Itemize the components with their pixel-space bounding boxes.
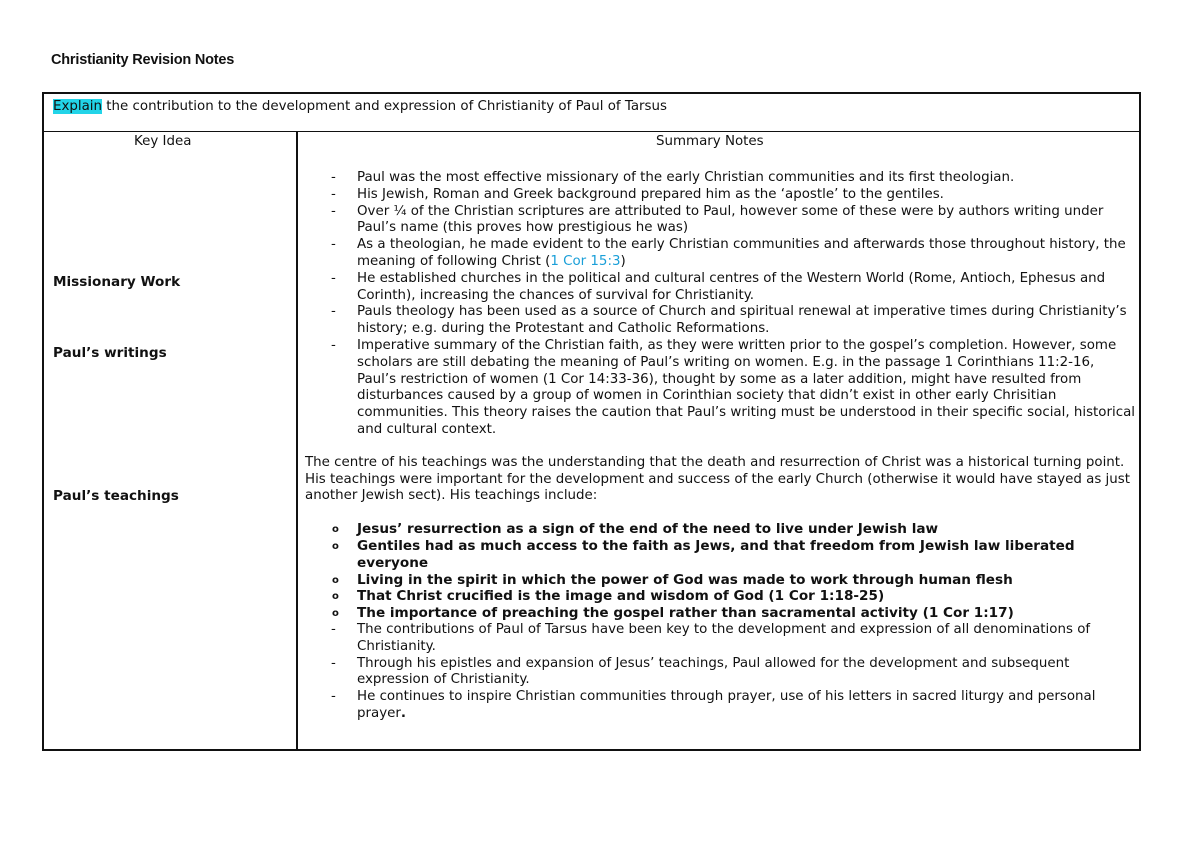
highlighted-word: Explain <box>53 99 103 114</box>
list-item-text: As a theologian, he made evident to the early Christian communities and afterwards those throughout history, the meaning of following Christ ( <box>357 237 1126 269</box>
teaching-item: o Jesus’ resurrection as a sign of the end of the need to live under Jewish law <box>305 521 1135 538</box>
writing-bullets <box>305 170 1135 439</box>
question-row <box>44 94 1139 132</box>
header-key-idea: Key Idea <box>134 134 192 149</box>
teachings-list <box>305 521 1135 622</box>
list-item <box>305 689 1135 723</box>
list-item: - Imperative summary of the Christian faith, as they were written prior to the gospel’s completion. However, some scholars are still debating the meaning of Paul’s writing on women. E.g. in the passage 1 Corinthians 11:2-16, Paul’s restriction of women (1 Cor 14:33-36), thought by some as a later addition, might have resulted from disturbances caused by a group of women in Corinthian society that didn’t exist in other early Chrisitian communities. This theory raises the caution that Paul’s writing must be understood in their specific social, historical and cultural context. <box>305 338 1135 439</box>
list-item: - The contributions of Paul of Tarsus have been key to the development and expression of all denominations of Christianity. <box>305 622 1135 656</box>
list-item: - Over ¼ of the Christian scriptures are attributed to Paul, however some of these were by authors writing under Paul’s name (this proves how prestigious he was) <box>305 204 1135 238</box>
list-item: - Through his epistles and expansion of Jesus’ teachings, Paul allowed for the development and subsequent expression of Christianity. <box>305 656 1135 690</box>
column-divider <box>296 132 298 749</box>
list-item: - His Jewish, Roman and Greek background prepared him as the ‘apostle’ to the gentiles. <box>305 187 1135 204</box>
summary-notes <box>305 170 1135 723</box>
list-item-text: He continues to inspire Christian communities through prayer, use of his letters in sacred liturgy and personal prayer <box>357 689 1096 721</box>
final-period: . <box>400 705 406 721</box>
scripture-reference: 1 Cor 15:3 <box>550 253 621 269</box>
teaching-item: o Living in the spirit in which the power of God was made to work through human flesh <box>305 572 1135 589</box>
key-idea-missionary-work: Missionary Work <box>53 274 181 290</box>
closing-parenthesis: ) <box>620 253 626 269</box>
key-idea-pauls-teachings: Paul’s teachings <box>53 488 179 504</box>
page-title: Christianity Revision Notes <box>51 52 235 68</box>
teaching-item: o That Christ crucified is the image and wisdom of God (1 Cor 1:18-25) <box>305 588 1135 605</box>
question-rest: the contribution to the development and expression of Christianity of Paul of Tarsus <box>102 99 667 114</box>
list-item: - He established churches in the political and cultural centres of the Western World (Rome, Antioch, Ephesus and Corinth), increasing the chances of survival for Christianity. <box>305 271 1135 305</box>
header-summary-notes: Summary Notes <box>656 134 764 149</box>
teaching-item: o The importance of preaching the gospel rather than sacramental activity (1 Cor 1:17) <box>305 605 1135 622</box>
list-item <box>305 237 1135 271</box>
question-text <box>53 99 667 114</box>
teachings-intro: The centre of his teachings was the understanding that the death and resurrection of Christ was a historical turning point. His teachings were important for the development and success of the early Church (otherwise it would have stayed as just another Jewish sect). His teachings include: <box>305 454 1130 504</box>
key-idea-pauls-writings: Paul’s writings <box>53 345 167 361</box>
teaching-item: o Gentiles had as much access to the faith as Jews, and that freedom from Jewish law liberated everyone <box>305 538 1135 572</box>
list-item: - Pauls theology has been used as a source of Church and spiritual renewal at imperative times during Christianity’s history; e.g. during the Protestant and Catholic Reformations. <box>305 304 1135 338</box>
list-item: - Paul was the most effective missionary of the early Christian communities and its first theologian. <box>305 170 1135 187</box>
contribution-bullets <box>305 622 1135 723</box>
notes-table <box>42 92 1141 751</box>
